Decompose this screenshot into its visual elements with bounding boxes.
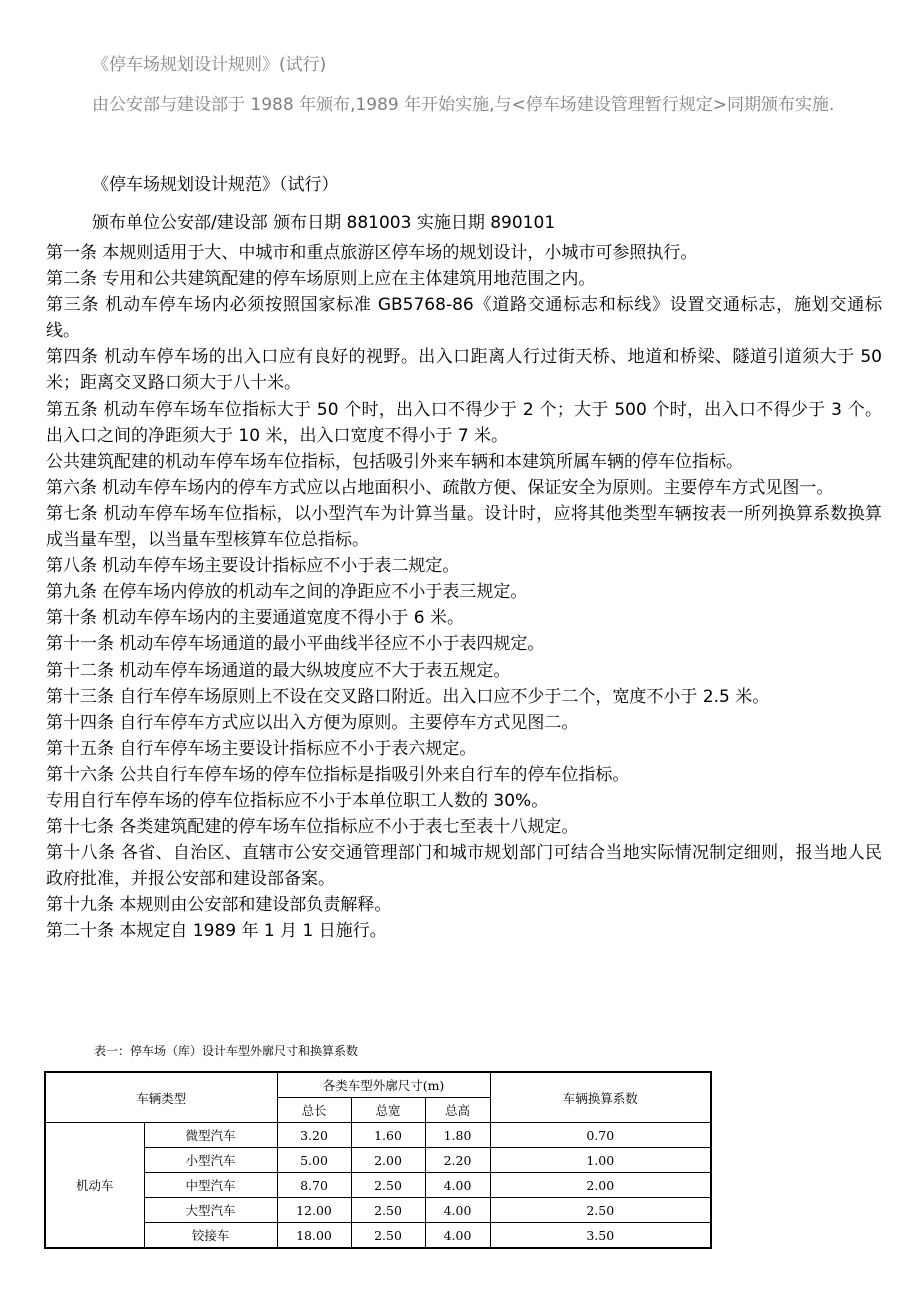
cell-type: 中型汽车 bbox=[144, 1173, 277, 1198]
article: 第十八条 各省、自治区、直辖市公安交通管理部门和城市规划部门可结合当地实际情况制定细则，报当地人民政府批准，并报公安部和建设部备案。 bbox=[46, 843, 882, 890]
cell-width: 1.60 bbox=[351, 1123, 425, 1148]
article: 第三条 机动车停车场内必须按照国家标准 GB5768-86《道路交通标志和标线》设置交通标志，施划交通标线。 bbox=[46, 295, 882, 342]
cell-type: 铰接车 bbox=[144, 1223, 277, 1249]
cell-factor: 2.00 bbox=[490, 1173, 711, 1198]
cell-height: 4.00 bbox=[425, 1223, 490, 1249]
cell-type: 小型汽车 bbox=[144, 1148, 277, 1173]
article: 专用自行车停车场的停车位指标应不小于本单位职工人数的 30%。 bbox=[46, 790, 549, 811]
cell-factor: 2.50 bbox=[490, 1198, 711, 1223]
article: 第十六条 公共自行车停车场的停车位指标是指吸引外来自行车的停车位指标。 bbox=[46, 764, 630, 785]
article: 公共建筑配建的机动车停车场车位指标，包括吸引外来车辆和本建筑所属车辆的停车位指标。 bbox=[46, 451, 743, 472]
header-length: 总长 bbox=[277, 1098, 351, 1123]
article: 第七条 机动车停车场车位指标，以小型汽车为计算当量。设计时，应将其他类型车辆按表一所列换算系数换算成当量车型，以当量车型核算车位总指标。 bbox=[46, 503, 882, 551]
table-header-row bbox=[45, 1072, 711, 1098]
table-row bbox=[45, 1198, 711, 1223]
table-row bbox=[45, 1173, 711, 1198]
cell-length: 5.00 bbox=[277, 1148, 351, 1173]
cell-height: 4.00 bbox=[425, 1173, 490, 1198]
article: 第一条 本规则适用于大、中城市和重点旅游区停车场的规划设计，小城市可参照执行。 bbox=[46, 243, 698, 263]
cell-width: 2.00 bbox=[351, 1148, 425, 1173]
cell-length: 3.20 bbox=[277, 1123, 351, 1148]
article: 第十五条 自行车停车场主要设计指标应不小于表六规定。 bbox=[46, 738, 477, 759]
table-row bbox=[45, 1123, 711, 1148]
article: 第九条 在停车场内停放的机动车之间的净距应不小于表三规定。 bbox=[46, 582, 528, 603]
table-row bbox=[45, 1223, 711, 1249]
article: 第二条 专用和公共建筑配建的停车场原则上应在主体建筑用地范围之内。 bbox=[46, 269, 596, 290]
cell-factor: 0.70 bbox=[490, 1123, 711, 1148]
header-width: 总宽 bbox=[351, 1098, 425, 1123]
article: 第十四条 自行车停车方式应以出入方便为原则。主要停车方式见图二。 bbox=[46, 712, 579, 733]
header-factor: 车辆换算系数 bbox=[490, 1072, 711, 1123]
header-height: 总高 bbox=[425, 1098, 490, 1123]
articles-body bbox=[46, 240, 882, 945]
vehicle-size-table bbox=[44, 1071, 712, 1249]
article: 第十三条 自行车停车场原则上不设在交叉路口附近。出入口应不少于二个，宽度不小于 2.5 米。 bbox=[46, 686, 770, 707]
cell-height: 1.80 bbox=[425, 1123, 490, 1148]
header-dimensions: 各类车型外廓尺寸(m) bbox=[277, 1072, 490, 1098]
cell-factor: 3.50 bbox=[490, 1223, 711, 1249]
article: 第十九条 本规则由公安部和建设部负责解释。 bbox=[46, 895, 392, 916]
cell-height: 2.20 bbox=[425, 1148, 490, 1173]
article: 第十一条 机动车停车场通道的最小平曲线半径应不小于表四规定。 bbox=[46, 634, 545, 655]
cell-length: 12.00 bbox=[277, 1198, 351, 1223]
article: 第四条 机动车停车场的出入口应有良好的视野。出入口距离人行过街天桥、地道和桥梁、隧道引道须大于 50 米；距离交叉路口须大于八十米。 bbox=[46, 347, 882, 394]
cell-length: 18.00 bbox=[277, 1223, 351, 1249]
cell-height: 4.00 bbox=[425, 1198, 490, 1223]
group-label: 机动车 bbox=[45, 1123, 144, 1249]
cell-factor: 1.00 bbox=[490, 1148, 711, 1173]
cell-type: 大型汽车 bbox=[144, 1198, 277, 1223]
cell-length: 8.70 bbox=[277, 1173, 351, 1198]
article: 第十七条 各类建筑配建的停车场车位指标应不小于表七至表十八规定。 bbox=[46, 817, 579, 838]
article: 第六条 机动车停车场内的停车方式应以占地面积小、疏散方便、保证安全为原则。主要停车方式见图一。 bbox=[46, 477, 834, 498]
table-row bbox=[45, 1148, 711, 1173]
norms-title: 《停车场规划设计规范》（试行） bbox=[92, 175, 339, 195]
article: 第五条 机动车停车场车位指标大于 50 个时，出入口不得少于 2 个；大于 500 个时，出入口不得少于 3 个。出入口之间的净距须大于 10 米，出入口宽度不得小于 7 米。 bbox=[46, 399, 883, 446]
article: 第八条 机动车停车场主要设计指标应不小于表二规定。 bbox=[46, 556, 460, 577]
table1-caption: 表一：停车场（库）设计车型外廓尺寸和换算系数 bbox=[94, 1044, 359, 1058]
cell-width: 2.50 bbox=[351, 1198, 425, 1223]
issuance-info: 颁布单位公安部/建设部 颁布日期 881003 实施日期 890101 bbox=[92, 213, 556, 233]
cell-width: 2.50 bbox=[351, 1223, 425, 1249]
intro-line: 由公安部与建设部于 1988 年颁布,1989 年开始实施,与<停车场建设管理暂行规定>同期颁布实施. bbox=[92, 95, 835, 115]
header-vehicle-type: 车辆类型 bbox=[45, 1072, 277, 1123]
article: 第二十条 本规定自 1989 年 1 月 1 日施行。 bbox=[46, 921, 387, 942]
cell-type: 微型汽车 bbox=[144, 1123, 277, 1148]
article: 第十条 机动车停车场内的主要通道宽度不得小于 6 米。 bbox=[46, 608, 465, 629]
article: 第十二条 机动车停车场通道的最大纵坡度应不大于表五规定。 bbox=[46, 660, 511, 681]
cell-width: 2.50 bbox=[351, 1173, 425, 1198]
rules-title: 《停车场规划设计规则》(试行) bbox=[92, 55, 327, 75]
